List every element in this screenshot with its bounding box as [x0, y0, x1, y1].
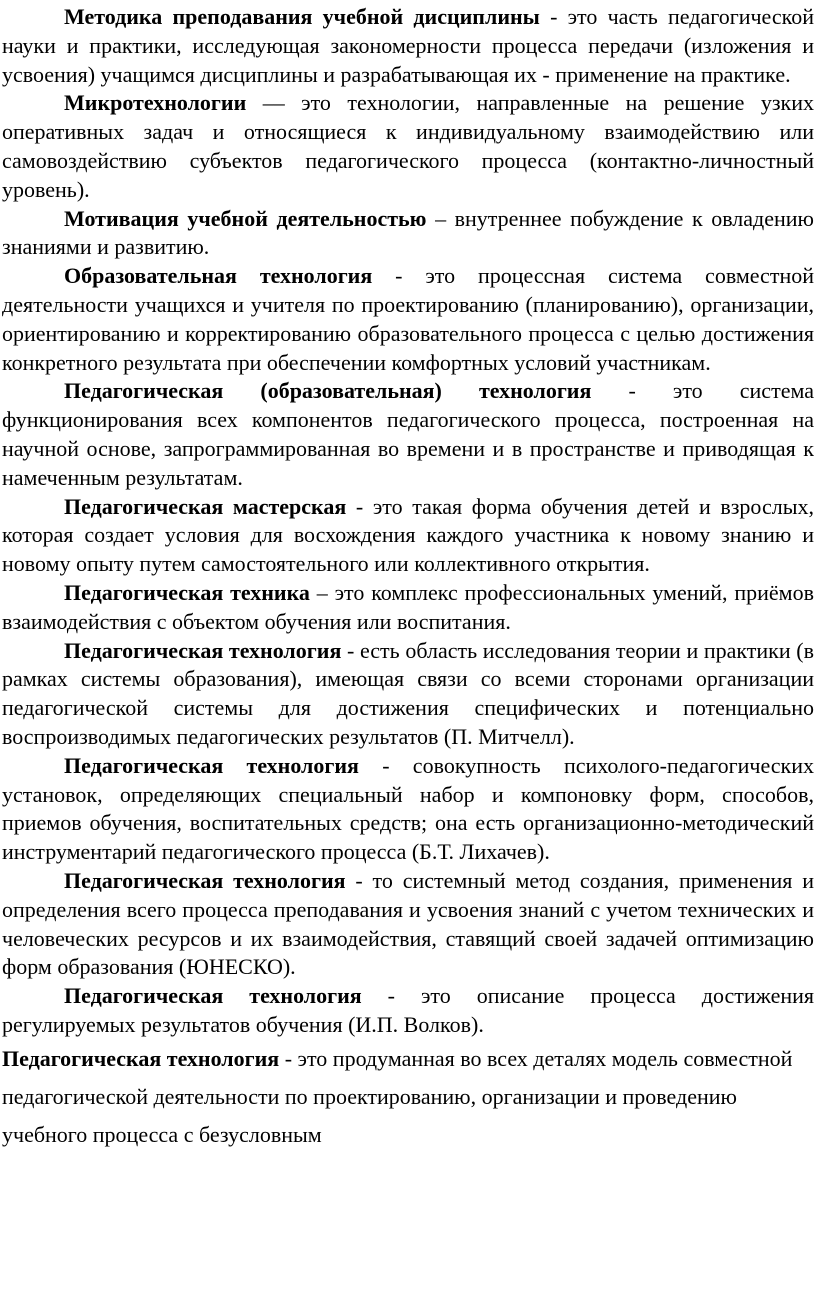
definition-text: – это комплекс профессиональных умений, приёмов взаимодействия с объектом обучения или воспитания.: [2, 579, 814, 634]
definition-text: - это продуманная во всех деталях модель совместной педагогической деятельности по проектированию, организации и проведению учебного процесса с безусловным: [2, 1045, 793, 1147]
definition-text: - это процессная система совместной деятельности учащихся и учителя по проектированию (планированию), организации, ориентированию и корректированию образовательного процесса с целью достижения конкретного результата при обеспечении комфортных условий участникам.: [2, 263, 814, 375]
definition-paragraph: [2, 752, 814, 867]
definition-paragraph: [2, 3, 814, 89]
definition-paragraph: [2, 1040, 814, 1154]
definition-text: - совокупность психолого-педагогических установок, определяющих специальный набор и компоновку форм, способов, приемов обучения, воспитательных средств; она есть организационно-методический инструментарий педагогического процесса (Б.Т. Лихачев).: [2, 752, 814, 865]
definition-paragraph: [2, 205, 814, 263]
definition-term: Методика преподавания учебной дисциплины: [64, 4, 540, 29]
definition-term: Мотивация учебной деятельностью: [64, 205, 427, 231]
definition-text: - это описание процесса достижения регулируемых результатов обучения (И.П. Волков).: [2, 983, 815, 1037]
definition-paragraph: [2, 579, 814, 637]
definition-paragraph: [2, 493, 814, 579]
definition-term: Педагогическая технология: [64, 983, 362, 1009]
definition-text: - то системный метод создания, применения и определения всего процесса преподавания и усвоения знаний с учетом технических и человеческих ресурсов и их взаимодействия, ставящий своей задачей оптимизацию форм образования (ЮНЕСКО).: [2, 867, 814, 980]
definition-text: – внутреннее побуждение к овладению знаниями и развитию.: [2, 205, 814, 260]
definition-text: - это такая форма обучения детей и взрослых, которая создает условия для восхождения каждого участника к новому знанию и новому опыту путем самостоятельного или коллективного открытия.: [2, 493, 814, 577]
definition-term: Педагогическая технология: [64, 867, 346, 893]
definition-term: Педагогическая (образовательная) технология: [64, 378, 592, 404]
definition-term: Микротехнологии: [64, 90, 247, 116]
definition-text: - есть область исследования теории и практики (в рамках системы образования), имеющая связи со всеми сторонами организации педагогической системы для достижения специфических и потенциально воспроизводимых педагогических результатов (П. Митчелл).: [2, 637, 814, 749]
definition-text: - это часть педагогической науки и практики, исследующая закономерности процесса передачи (изложения и усвоения) учащимся дисциплины и разрабатывающая их - применение на практике.: [2, 4, 814, 87]
definition-paragraph: [2, 377, 814, 492]
definition-paragraph: [2, 982, 814, 1040]
definition-text: –– это технологии, направленные на решение узких оперативных задач и относящиеся к индивидуальному взаимодействию или самовоздействию субъектов педагогического процесса (контактно-личностный уровень).: [2, 90, 814, 202]
definition-text: - это система функционирования всех компонентов педагогического процесса, построенная на научной основе, запрограммированная во времени и в пространстве и приводящая к намеченным результатам.: [2, 378, 814, 490]
definition-paragraph: [2, 262, 814, 377]
definition-paragraph: [2, 637, 814, 752]
definition-term: Педагогическая техника: [64, 579, 310, 605]
definition-term: Образовательная технология: [64, 263, 373, 289]
definition-term: Педагогическая технология: [64, 752, 359, 778]
definition-term: Педагогическая технология: [2, 1045, 280, 1071]
definition-term: Педагогическая мастерская: [64, 493, 347, 519]
definition-paragraph: [2, 89, 814, 204]
definition-paragraph: [2, 867, 814, 982]
definition-term: Педагогическая технология: [64, 637, 342, 663]
